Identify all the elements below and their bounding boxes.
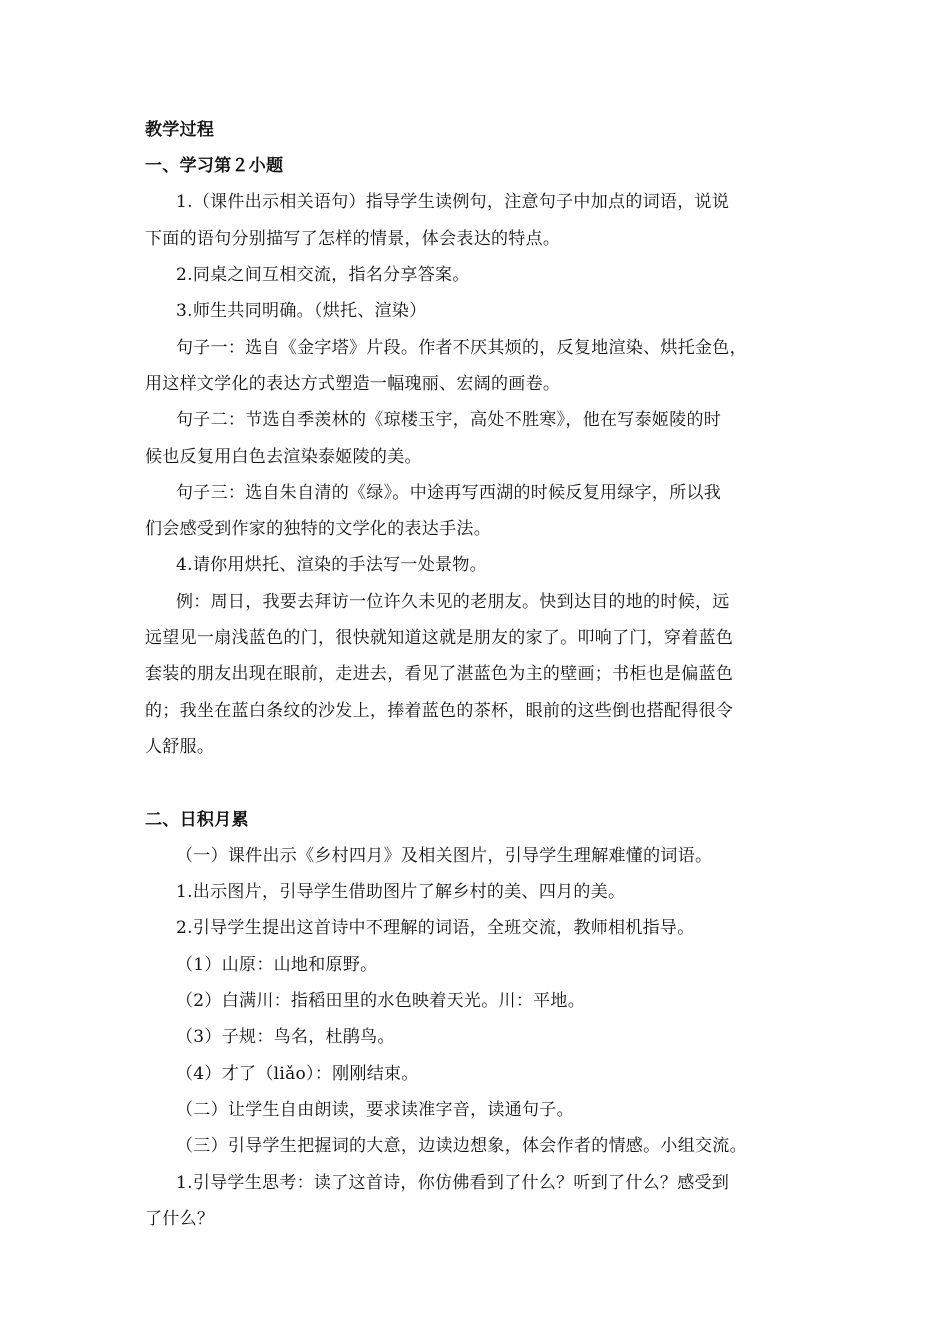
section-heading-1: 一、学习第２小题 — [145, 156, 284, 176]
paragraph-line: 句子二：节选自季羡林的《琼楼玉宇，高处不胜寒》，他在写泰姬陵的时 — [176, 410, 722, 430]
paragraph-line: 人舒服。 — [145, 737, 215, 757]
section-heading-2: 二、日积月累 — [145, 810, 249, 830]
page-title: 教学过程 — [145, 120, 215, 140]
paragraph-line: 了什么？ — [145, 1209, 215, 1229]
paragraph-line: （1）山原：山地和原野。 — [176, 955, 378, 975]
paragraph-line: 的；我坐在蓝白条纹的沙发上，捧着蓝色的茶杯，眼前的这些倒也搭配得很令 — [145, 701, 734, 721]
paragraph-line: （4）才了（liǎo）：刚刚结束。 — [176, 1064, 419, 1084]
paragraph-line: 1.引导学生思考：读了这首诗，你仿佛看到了什么？听到了什么？感受到 — [176, 1173, 730, 1193]
paragraph-line: （三）引导学生把握词的大意，边读边想象，体会作者的情感。小组交流。 — [176, 1136, 747, 1156]
paragraph-line: （一）课件出示《乡村四月》及相关图片，引导学生理解难懂的词语。 — [176, 846, 713, 866]
paragraph-line: 远望见一扇浅蓝色的门，很快就知道这就是朋友的家了。叩响了门，穿着蓝色 — [145, 628, 734, 648]
paragraph-line: 句子三：选自朱自清的《绿》。中途再写西湖的时候反复用绿字，所以我 — [176, 483, 722, 503]
paragraph-line: 2.引导学生提出这首诗中不理解的词语，全班交流，教师相机指导。 — [176, 918, 695, 938]
paragraph-line: （二）让学生自由朗读，要求读准字音，读通句子。 — [176, 1100, 574, 1120]
paragraph-line: 候也反复用白色去渲染泰姬陵的美。 — [145, 447, 422, 467]
paragraph-line: 3.师生共同明确。（烘托、渲染） — [176, 301, 427, 321]
paragraph-line: 们会感受到作家的独特的文学化的表达手法。 — [145, 519, 491, 539]
paragraph-line: （2）白满川：指稻田里的水色映着天光。川：平地。 — [176, 991, 586, 1011]
paragraph-line: （3）子规：鸟名，杜鹃鸟。 — [176, 1027, 395, 1047]
paragraph-line: 例：周日，我要去拜访一位许久未见的老朋友。快到达目的地的时候，远 — [176, 592, 730, 612]
paragraph-line: 1.（课件出示相关语句）指导学生读例句，注意句子中加点的词语，说说 — [176, 192, 730, 212]
paragraph-line: 下面的语句分别描写了怎样的情景，体会表达的特点。 — [145, 229, 561, 249]
paragraph-line: 套装的朋友出现在眼前，走进去，看见了湛蓝色为主的壁画；书柜也是偏蓝色 — [145, 664, 734, 684]
paragraph-line: 句子一：选自《金字塔》片段。作者不厌其烦的，反复地渲染、烘托金色， — [176, 338, 747, 358]
paragraph-line: 4.请你用烘托、渲染的手法写一处景物。 — [176, 555, 487, 575]
paragraph-line: 1.出示图片，引导学生借助图片了解乡村的美、四月的美。 — [176, 882, 626, 902]
paragraph-line: 用这样文学化的表达方式塑造一幅瑰丽、宏阔的画卷。 — [145, 374, 561, 394]
paragraph-line: 2.同桌之间互相交流，指名分享答案。 — [176, 265, 470, 285]
